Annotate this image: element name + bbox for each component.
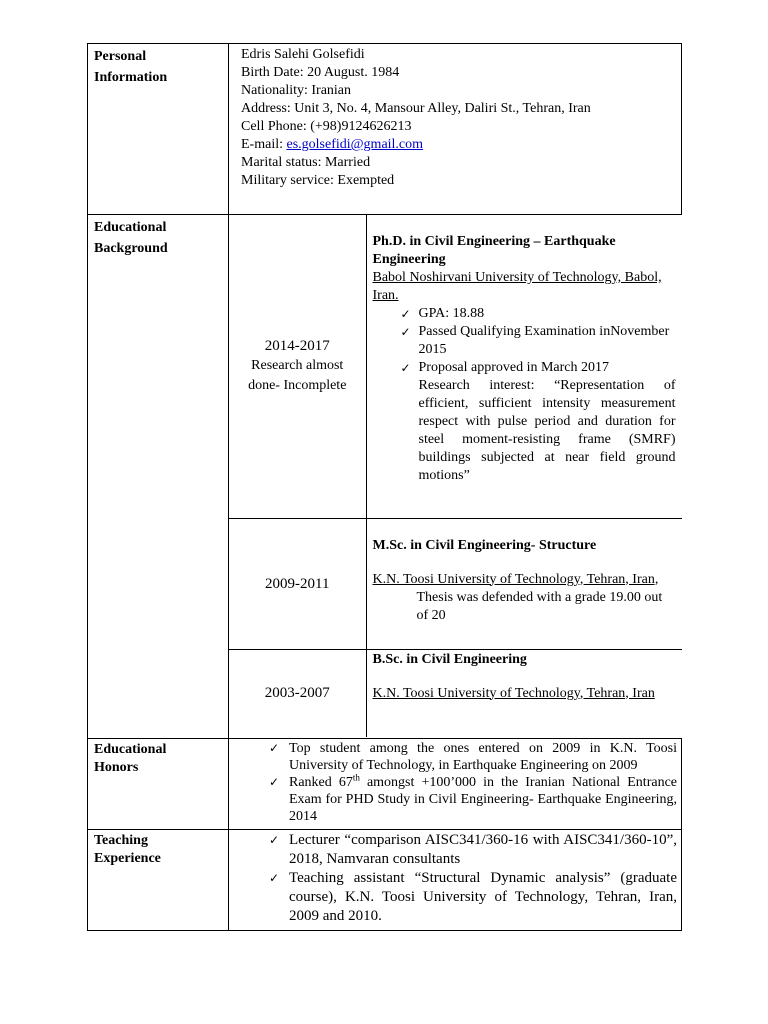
education-row [88, 215, 682, 739]
honors-details [229, 739, 682, 830]
teaching-list [229, 831, 677, 926]
msc-title: M.Sc. in Civil Engineering- Structure [372, 537, 597, 553]
phd-university: Babol Noshirvani University of Technology, Babol, Iran. [372, 270, 662, 303]
personal-details [229, 44, 682, 215]
marital-status: Marital status: Married [241, 155, 371, 170]
list-item: ✓ Lecturer “comparison AISC341/360-16 with AISC341/360-10”, 2018, Namvaran consultants [229, 831, 677, 869]
cell-phone: Cell Phone: (+98)9124626213 [241, 119, 412, 134]
email-line: E-mail: es.golsefidi@gmail.com [241, 137, 424, 152]
teaching-label: Teaching Experience [88, 830, 229, 931]
nationality: Nationality: Iranian [241, 83, 352, 98]
msc-period: 2009-2011 [229, 518, 366, 649]
personal-label: Personal Information [88, 44, 229, 215]
msc-thesis: Thesis was defended with a grade 19.00 out of 20 [416, 589, 663, 623]
resume-table [87, 43, 682, 931]
phd-details [366, 215, 682, 518]
phd-title: Ph.D. in Civil Engineering – Earthquake Engineering [372, 234, 616, 267]
list-item: ✓ Ranked 67th amongst +100’000 in the Iranian National Entrance Exam for PHD Study in Civil Engineering- Earthquake Engineering, 2014 [229, 774, 677, 825]
phd-items [373, 305, 676, 377]
personal-row [88, 44, 682, 215]
list-item: ✓ Proposal approved in March 2017 [373, 359, 676, 377]
list-item: ✓ GPA: 18.88 [373, 305, 676, 323]
teaching-details [229, 830, 682, 931]
list-item: ✓ Passed Qualifying Examination inNovember 2015 [373, 323, 676, 359]
phd-period-cell [229, 215, 366, 518]
address: Address: Unit 3, No. 4, Mansour Alley, Daliri St., Tehran, Iran [241, 101, 591, 116]
honors-row [88, 739, 682, 830]
education-subtable [229, 215, 682, 737]
bsc-details [366, 649, 682, 737]
bsc-period: 2003-2007 [229, 649, 366, 737]
list-item: ✓ Top student among the ones entered on 2009 in K.N. Toosi University of Technology, in Earthquake Engineering on 2009 [229, 740, 677, 774]
phd-research-interest: Research interest: “Representation of efficient, sufficient intensity measurement respect with pulse period and duration for steel moment-resisting frame (SMRF) buildings subjected at near field ground motions” [418, 378, 676, 483]
honors-label: Educational Honors [88, 739, 229, 830]
msc-row [229, 518, 682, 649]
phd-period: 2014-2017 [264, 338, 330, 355]
msc-details [366, 518, 682, 649]
teaching-row [88, 830, 682, 931]
education-label: Educational Background [88, 215, 229, 739]
phd-row [229, 215, 682, 518]
list-item: ✓ Teaching assistant “Structural Dynamic analysis” (graduate course), K.N. Toosi University of Technology, Tehran, Iran, 2009 and 2010. [229, 869, 677, 926]
birth-date: Birth Date: 20 August. 1984 [241, 65, 400, 80]
military-service: Military service: Exempted [241, 173, 395, 188]
email-link[interactable]: es.golsefidi@gmail.com [286, 137, 424, 152]
phd-status: Research almost done- Incomplete [248, 358, 347, 394]
full-name: Edris Salehi Golsefidi [241, 47, 365, 62]
honors-list [229, 740, 677, 825]
bsc-title: B.Sc. in Civil Engineering [372, 651, 527, 667]
msc-university: K.N. Toosi University of Technology, Tehran, Iran, [372, 571, 659, 587]
education-details [229, 215, 682, 739]
bsc-row [229, 649, 682, 737]
bsc-university: K.N. Toosi University of Technology, Tehran, Iran [372, 685, 655, 701]
